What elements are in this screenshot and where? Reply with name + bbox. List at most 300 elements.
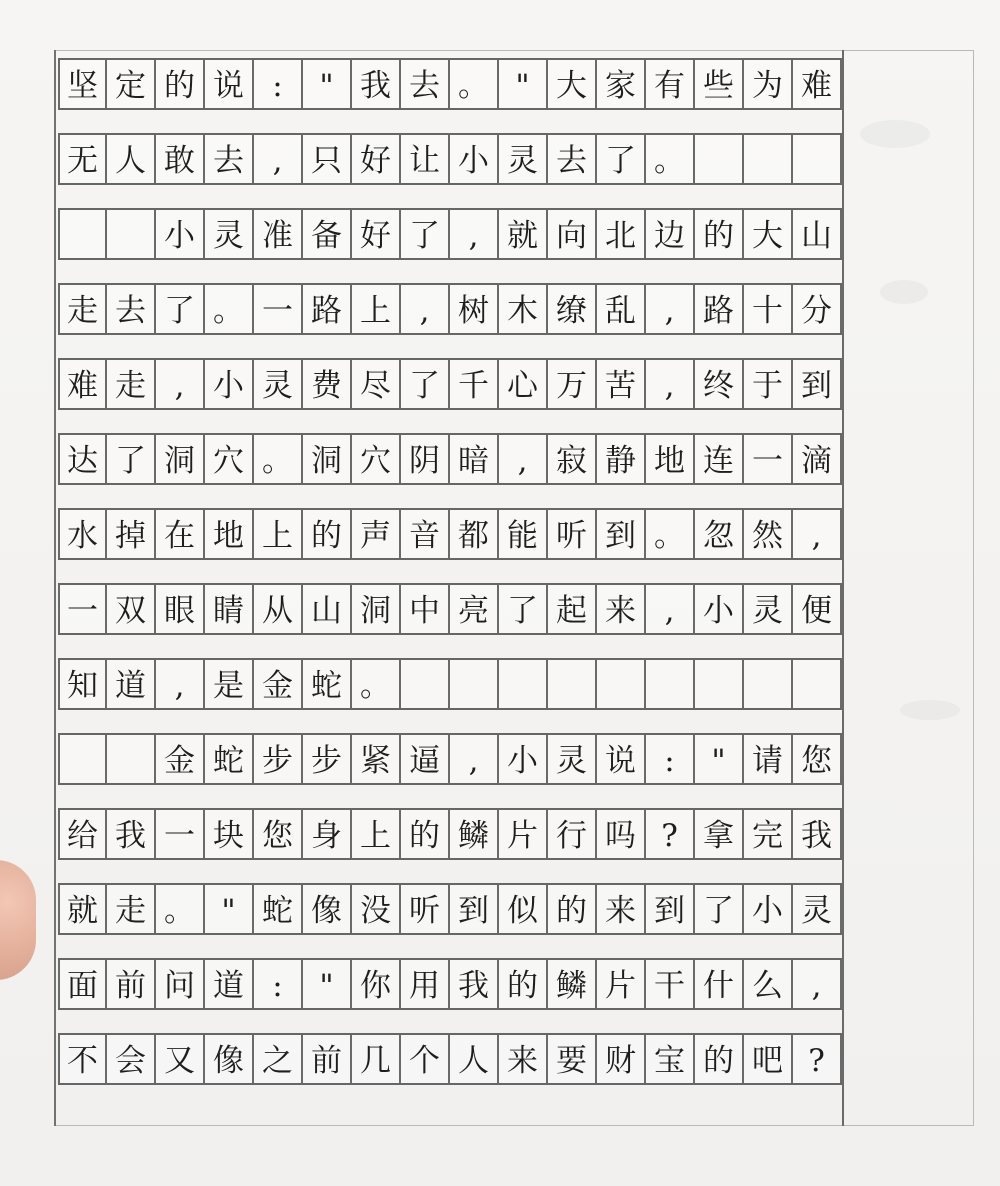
cell-text: 。 <box>458 67 489 104</box>
grid-cell <box>744 510 793 558</box>
cell-text: 暗 <box>458 442 489 479</box>
grid-cell <box>744 885 793 933</box>
cell-text: 小 <box>213 367 244 404</box>
grid-cell <box>548 1035 597 1083</box>
grid-cell <box>58 1035 107 1083</box>
grid-cell <box>499 660 548 708</box>
grid-cell <box>744 735 793 783</box>
grid-cell <box>303 510 352 558</box>
grid-cell <box>646 360 695 408</box>
grid-cell <box>646 435 695 483</box>
grid-cell <box>793 660 842 708</box>
cell-text: 你 <box>360 967 391 1004</box>
grid-cell <box>499 285 548 333</box>
cell-text: 地 <box>213 517 244 554</box>
grid-cell <box>499 510 548 558</box>
grid-row <box>58 1033 842 1085</box>
cell-text: 说 <box>605 742 636 779</box>
grid-cell <box>254 285 303 333</box>
cell-text: 滴 <box>801 442 832 479</box>
cell-text: 请 <box>752 742 783 779</box>
cell-text: 来 <box>605 592 636 629</box>
grid-cell <box>793 1035 842 1083</box>
grid-cell <box>695 210 744 258</box>
grid-cell <box>548 810 597 858</box>
cell-text: 家 <box>605 67 636 104</box>
grid-cell <box>156 60 205 108</box>
grid-row <box>58 58 842 110</box>
cell-text: 终 <box>703 367 734 404</box>
cell-text: 了 <box>115 442 146 479</box>
cell-text: 于 <box>752 367 783 404</box>
grid-cell <box>156 360 205 408</box>
grid-cell <box>401 660 450 708</box>
grid-cell <box>58 60 107 108</box>
cell-text: 走 <box>115 892 146 929</box>
grid-cell <box>254 510 303 558</box>
cell-text: 费 <box>311 367 342 404</box>
cell-text: " <box>711 742 726 779</box>
cell-text: 好 <box>360 142 391 179</box>
grid-cell <box>352 510 401 558</box>
grid-cell <box>450 735 499 783</box>
grid-cell <box>793 210 842 258</box>
cell-text: 。 <box>262 442 293 479</box>
cell-text: 了 <box>409 367 440 404</box>
cell-text: ? <box>661 817 678 854</box>
grid-cell <box>793 810 842 858</box>
grid-cell <box>401 1035 450 1083</box>
cell-text: 宝 <box>654 1042 685 1079</box>
grid-cell <box>793 360 842 408</box>
cell-text: , <box>174 667 185 704</box>
grid-cell <box>352 960 401 1008</box>
cell-text: 亮 <box>458 592 489 629</box>
grid-cell <box>548 660 597 708</box>
grid-cell <box>254 1035 303 1083</box>
grid-cell <box>646 135 695 183</box>
grid-cell <box>499 210 548 258</box>
cell-text: , <box>811 967 822 1004</box>
cell-text: 坚 <box>67 67 98 104</box>
cell-text: 都 <box>458 517 489 554</box>
cell-text: 。 <box>654 517 685 554</box>
grid-cell <box>499 735 548 783</box>
grid-cell <box>107 885 156 933</box>
cell-text: 鳞 <box>458 817 489 854</box>
grid-cell <box>205 360 254 408</box>
grid-cell <box>401 435 450 483</box>
grid-row <box>58 358 842 410</box>
grid-cell <box>450 585 499 633</box>
grid-cell <box>254 360 303 408</box>
grid-cell <box>205 660 254 708</box>
grid-cell <box>597 360 646 408</box>
grid-cell <box>597 885 646 933</box>
cell-text: 从 <box>262 592 293 629</box>
grid-cell <box>107 960 156 1008</box>
grid-cell <box>254 960 303 1008</box>
cell-text: 走 <box>67 292 98 329</box>
grid-cell <box>695 810 744 858</box>
grid-cell <box>793 435 842 483</box>
cell-text: 连 <box>703 442 734 479</box>
cell-text: 边 <box>654 217 685 254</box>
grid-cell <box>793 510 842 558</box>
cell-text: : <box>272 67 283 104</box>
cell-text: 小 <box>752 892 783 929</box>
grid-cell <box>695 510 744 558</box>
grid-cell <box>744 60 793 108</box>
cell-text: 掉 <box>115 517 146 554</box>
cell-text: 然 <box>752 517 783 554</box>
grid-cell <box>793 285 842 333</box>
cell-text: 水 <box>67 517 98 554</box>
grid-cell <box>205 285 254 333</box>
cell-text: , <box>468 217 479 254</box>
grid-cell <box>352 135 401 183</box>
cell-text: 蛇 <box>262 892 293 929</box>
cell-text: 静 <box>605 442 636 479</box>
grid-cell <box>744 285 793 333</box>
cell-text: 了 <box>703 892 734 929</box>
grid-cell <box>107 285 156 333</box>
cell-text: 道 <box>115 667 146 704</box>
cell-text: , <box>664 367 675 404</box>
cell-text: 几 <box>360 1042 391 1079</box>
cell-text: " <box>221 892 236 929</box>
cell-text: 就 <box>507 217 538 254</box>
grid-cell <box>646 510 695 558</box>
grid-cell <box>450 660 499 708</box>
cell-text: 到 <box>458 892 489 929</box>
grid-cell <box>499 960 548 1008</box>
cell-text: 了 <box>507 592 538 629</box>
grid-cell <box>793 135 842 183</box>
cell-text: 忽 <box>703 517 734 554</box>
cell-text: 来 <box>605 892 636 929</box>
grid-cell <box>254 735 303 783</box>
grid-cell <box>58 510 107 558</box>
grid-cell <box>58 810 107 858</box>
grid-cell <box>695 285 744 333</box>
cell-text: 眼 <box>164 592 195 629</box>
cell-text: 蛇 <box>311 667 342 704</box>
grid-cell <box>499 1035 548 1083</box>
grid-cell <box>107 810 156 858</box>
grid-cell <box>499 135 548 183</box>
cell-text: 逼 <box>409 742 440 779</box>
cell-text: 洞 <box>164 442 195 479</box>
cell-text: 片 <box>507 817 538 854</box>
cell-text: , <box>419 292 430 329</box>
grid-row <box>58 583 842 635</box>
cell-text: 给 <box>67 817 98 854</box>
cell-text: 用 <box>409 967 440 1004</box>
cell-text: 要 <box>556 1042 587 1079</box>
cell-text: , <box>468 742 479 779</box>
grid-cell <box>254 60 303 108</box>
grid-cell <box>548 735 597 783</box>
cell-text: 达 <box>67 442 98 479</box>
cell-text: 乱 <box>605 292 636 329</box>
grid-cell <box>695 660 744 708</box>
cell-text: 声 <box>360 517 391 554</box>
cell-text: 一 <box>164 817 195 854</box>
cell-text: 小 <box>703 592 734 629</box>
cell-text: 我 <box>360 67 391 104</box>
grid-cell <box>499 810 548 858</box>
cell-text: 定 <box>115 67 146 104</box>
cell-text: 去 <box>409 67 440 104</box>
cell-text: 之 <box>262 1042 293 1079</box>
grid-cell <box>254 885 303 933</box>
cell-text: 小 <box>164 217 195 254</box>
grid-cell <box>303 885 352 933</box>
grid-cell <box>548 60 597 108</box>
grid-cell <box>597 285 646 333</box>
grid-cell <box>597 510 646 558</box>
cell-text: 上 <box>360 817 391 854</box>
grid-cell <box>107 735 156 783</box>
cell-text: 无 <box>67 142 98 179</box>
cell-text: 到 <box>605 517 636 554</box>
grid-cell <box>744 960 793 1008</box>
grid-cell <box>695 585 744 633</box>
cell-text: " <box>515 67 530 104</box>
grid-cell <box>58 435 107 483</box>
cell-text: 穴 <box>360 442 391 479</box>
cell-text: 似 <box>507 892 538 929</box>
cell-text: 有 <box>654 67 685 104</box>
grid-cell <box>303 960 352 1008</box>
grid-cell <box>646 660 695 708</box>
grid-cell <box>156 810 205 858</box>
cell-text: 上 <box>262 517 293 554</box>
grid-cell <box>597 435 646 483</box>
grid-cell <box>646 885 695 933</box>
grid-cell <box>205 1035 254 1083</box>
cell-text: 鳞 <box>556 967 587 1004</box>
grid-cell <box>401 585 450 633</box>
grid-cell <box>107 135 156 183</box>
grid-cell <box>793 960 842 1008</box>
grid-cell <box>352 1035 401 1083</box>
cell-text: 树 <box>458 292 489 329</box>
grid-cell <box>352 810 401 858</box>
grid-cell <box>597 810 646 858</box>
cell-text: 没 <box>360 892 391 929</box>
grid-row <box>58 883 842 935</box>
grid-row <box>58 958 842 1010</box>
cell-text: 千 <box>458 367 489 404</box>
grid-cell <box>107 435 156 483</box>
cell-text: 您 <box>801 742 832 779</box>
grid-cell <box>254 585 303 633</box>
grid-cell <box>58 585 107 633</box>
grid-cell <box>303 735 352 783</box>
cell-text: 好 <box>360 217 391 254</box>
grid-cell <box>744 210 793 258</box>
grid-cell <box>156 510 205 558</box>
cell-text: 万 <box>556 367 587 404</box>
grid-row <box>58 283 842 335</box>
cell-text: 到 <box>654 892 685 929</box>
cell-text: 灵 <box>556 742 587 779</box>
grid-cell <box>156 135 205 183</box>
grid-cell <box>58 135 107 183</box>
grid-cell <box>205 960 254 1008</box>
grid-cell <box>401 885 450 933</box>
grid-cell <box>646 810 695 858</box>
cell-text: 问 <box>164 967 195 1004</box>
grid-cell <box>107 660 156 708</box>
grid-cell <box>58 885 107 933</box>
grid-cell <box>58 360 107 408</box>
cell-text: , <box>811 517 822 554</box>
cell-text: 寂 <box>556 442 587 479</box>
grid-cell <box>548 510 597 558</box>
grid-cell <box>744 660 793 708</box>
grid-cell <box>254 210 303 258</box>
grid-cell <box>303 210 352 258</box>
grid-row <box>58 658 842 710</box>
cell-text: 一 <box>262 292 293 329</box>
cell-text: 备 <box>311 217 342 254</box>
grid-cell <box>303 585 352 633</box>
finger-edge <box>0 860 36 980</box>
grid-cell <box>793 60 842 108</box>
grid-cell <box>156 1035 205 1083</box>
grid-cell <box>58 960 107 1008</box>
cell-text: : <box>272 967 283 1004</box>
cell-text: 听 <box>409 892 440 929</box>
cell-text: : <box>664 742 675 779</box>
grid-cell <box>548 285 597 333</box>
grid-cell <box>254 660 303 708</box>
cell-text: 完 <box>752 817 783 854</box>
cell-text: 我 <box>115 817 146 854</box>
cell-text: 不 <box>67 1042 98 1079</box>
cell-text: 您 <box>262 817 293 854</box>
cell-text: 一 <box>752 442 783 479</box>
grid-cell <box>352 585 401 633</box>
cell-text: 了 <box>164 292 195 329</box>
cell-text: , <box>272 142 283 179</box>
grid-cell <box>156 885 205 933</box>
cell-text: 只 <box>311 142 342 179</box>
cell-text: 的 <box>556 892 587 929</box>
grid-cell <box>156 285 205 333</box>
cell-text: 心 <box>507 367 538 404</box>
cell-text: 紧 <box>360 742 391 779</box>
cell-text: 上 <box>360 292 391 329</box>
grid-cell <box>548 135 597 183</box>
cell-text: 了 <box>605 142 636 179</box>
cell-text: 缭 <box>556 292 587 329</box>
grid-cell <box>107 510 156 558</box>
grid-cell <box>205 510 254 558</box>
cell-text: 路 <box>311 292 342 329</box>
cell-text: 灵 <box>752 592 783 629</box>
cell-text: 是 <box>213 667 244 704</box>
cell-text: 。 <box>164 892 195 929</box>
grid-cell <box>450 60 499 108</box>
grid-cell <box>303 435 352 483</box>
cell-text: 到 <box>801 367 832 404</box>
grid-cell <box>597 960 646 1008</box>
cell-text: , <box>517 442 528 479</box>
grid-cell <box>548 435 597 483</box>
cell-text: 路 <box>703 292 734 329</box>
grid-cell <box>646 735 695 783</box>
grid-cell <box>499 585 548 633</box>
cell-text: 面 <box>67 967 98 1004</box>
grid-cell <box>744 360 793 408</box>
cell-text: 起 <box>556 592 587 629</box>
cell-text: 灵 <box>213 217 244 254</box>
cell-text: 洞 <box>311 442 342 479</box>
right-margin-line <box>842 50 844 1126</box>
grid-cell <box>205 810 254 858</box>
grid-cell <box>205 435 254 483</box>
cell-text: 人 <box>115 142 146 179</box>
grid-cell <box>401 360 450 408</box>
grid-cell <box>548 210 597 258</box>
cell-text: 步 <box>311 742 342 779</box>
cell-text: 金 <box>164 742 195 779</box>
cell-text: 木 <box>507 292 538 329</box>
cell-text: 我 <box>801 817 832 854</box>
grid-cell <box>352 360 401 408</box>
grid-cell <box>744 585 793 633</box>
cell-text: 便 <box>801 592 832 629</box>
cell-text: 北 <box>605 217 636 254</box>
left-margin-line <box>54 50 56 1126</box>
grid-cell <box>254 435 303 483</box>
cell-text: 敢 <box>164 142 195 179</box>
grid-cell <box>352 435 401 483</box>
cell-text: 穴 <box>213 442 244 479</box>
cell-text: 么 <box>752 967 783 1004</box>
cell-text: 来 <box>507 1042 538 1079</box>
cell-text: 。 <box>360 667 391 704</box>
cell-text: 睛 <box>213 592 244 629</box>
cell-text: 吧 <box>752 1042 783 1079</box>
grid-cell <box>303 810 352 858</box>
grid-cell <box>499 360 548 408</box>
grid-cell <box>646 60 695 108</box>
grid-cell <box>548 585 597 633</box>
grid-cell <box>58 285 107 333</box>
grid-cell <box>156 210 205 258</box>
grid-cell <box>695 885 744 933</box>
grid-cell <box>597 60 646 108</box>
grid-cell <box>303 60 352 108</box>
cell-text: 就 <box>67 892 98 929</box>
cell-text: , <box>664 592 675 629</box>
grid-cell <box>352 660 401 708</box>
grid-cell <box>254 135 303 183</box>
grid-cell <box>744 435 793 483</box>
grid-cell <box>695 960 744 1008</box>
cell-text: 人 <box>458 1042 489 1079</box>
cell-text: 像 <box>213 1042 244 1079</box>
grid-cell <box>205 60 254 108</box>
grid-row <box>58 508 842 560</box>
grid-cell <box>205 585 254 633</box>
grid-cell <box>205 210 254 258</box>
